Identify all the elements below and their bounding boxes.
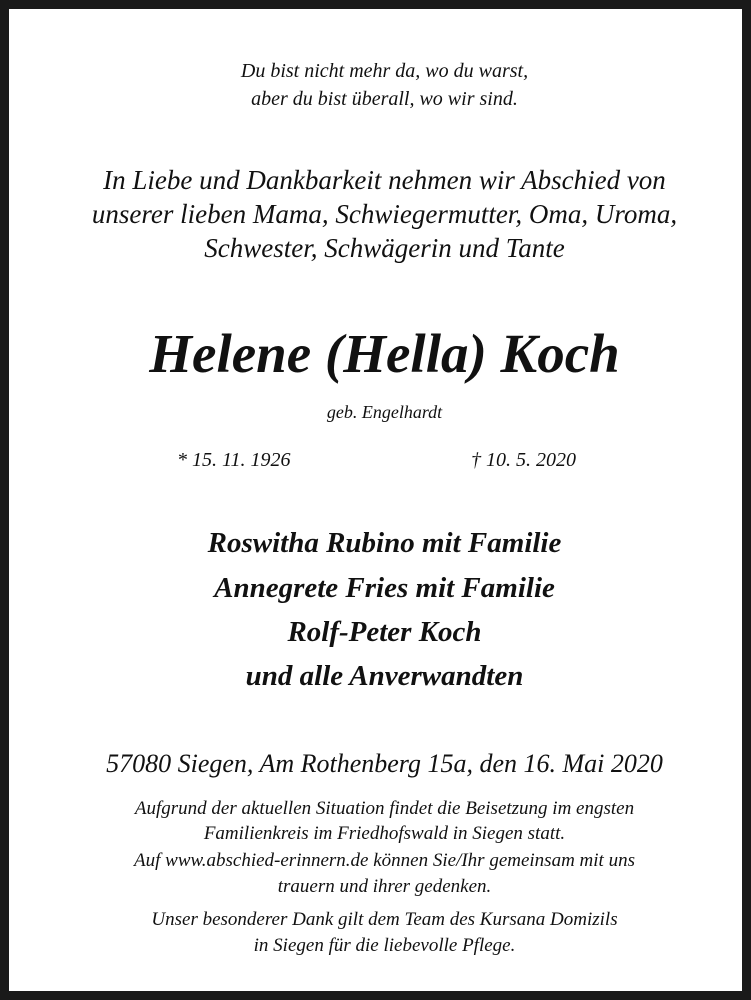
- note-line-4: trauern und ihrer gedenken.: [277, 876, 492, 897]
- intro-line-3: Schwester, Schwägerin und Tante: [204, 233, 565, 263]
- mourner-line-4: und alle Anverwandten: [245, 660, 524, 692]
- mourner-line-3: Rolf-Peter Koch: [287, 616, 482, 648]
- intro-line-2: unserer lieben Mama, Schwiegermutter, Oma, Uroma,: [91, 199, 678, 229]
- note-line-2: Familienkreis im Friedhofswald in Siegen statt.: [203, 823, 566, 844]
- birth-name: geb. Engelhardt: [326, 402, 443, 422]
- place-and-date: 57080 Siegen, Am Rothenberg 15a, den 16. Mai 2020: [106, 749, 663, 778]
- note-line-6: in Siegen für die liebevolle Pflege.: [253, 935, 516, 956]
- mourner-line-1: Roswitha Rubino mit Familie: [207, 527, 562, 559]
- mourner-line-2: Annegrete Fries mit Familie: [214, 572, 555, 604]
- birth-date: * 15. 11. 1926: [177, 449, 291, 471]
- motto-line-1: Du bist nicht mehr da, wo du warst,: [240, 60, 529, 82]
- deceased-name: Helene (Hella) Koch: [149, 323, 620, 384]
- note-line-1: Aufgrund der aktuellen Situation findet die Beisetzung im engsten: [134, 798, 635, 819]
- death-date: † 10. 5. 2020: [471, 449, 576, 471]
- intro-line-1: In Liebe und Dankbarkeit nehmen wir Abschied von: [103, 165, 666, 195]
- note-line-5: Unser besonderer Dank gilt dem Team des Kursana Domizils: [151, 909, 618, 930]
- note-line-3: Auf www.abschied-erinnern.de können Sie/Ihr gemeinsam mit uns: [134, 850, 635, 871]
- motto-line-2: aber du bist überall, wo wir sind.: [251, 88, 518, 110]
